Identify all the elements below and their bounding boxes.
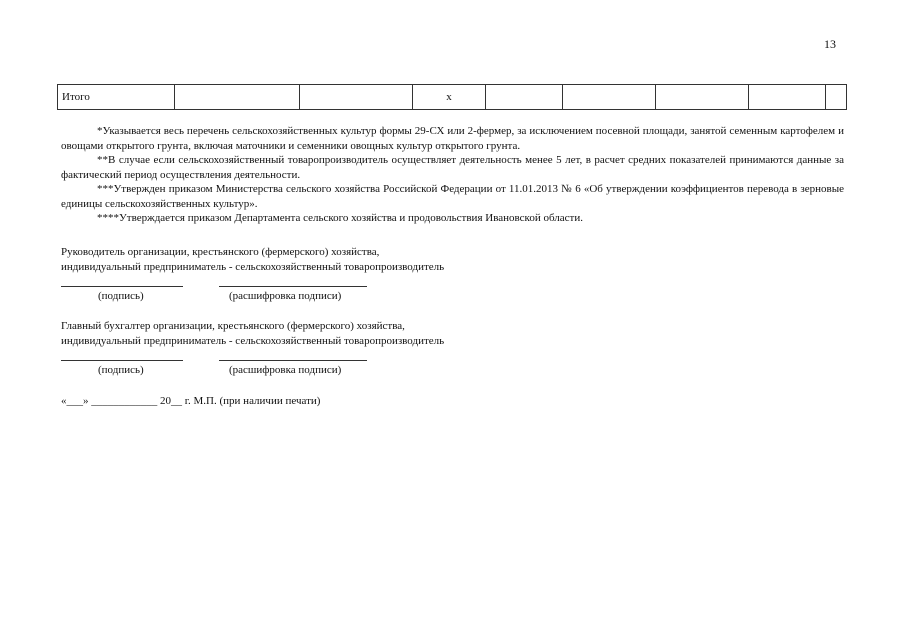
date-stamp-line: «___» ____________ 20__ г. М.П. (при наличии печати) bbox=[61, 395, 321, 407]
table-cell bbox=[749, 85, 826, 110]
summary-table bbox=[57, 84, 847, 110]
table-cell bbox=[826, 85, 847, 110]
footnote-3: ***Утвержден приказом Министерства сельского хозяйства Российской Федерации от 11.01.2013 № 6 «Об утверждении коэффициентов перевода в зерновые единицы сельскохозяйственных культур». bbox=[61, 183, 844, 210]
head-signature-title bbox=[61, 245, 541, 274]
head-signature-line bbox=[61, 286, 183, 287]
head-decoding-caption: (расшифровка подписи) bbox=[229, 290, 342, 302]
accountant-signature-caption: (подпись) bbox=[98, 364, 144, 376]
head-signature-caption: (подпись) bbox=[98, 290, 144, 302]
footnote-2: **В случае если сельскохозяйственный товаропроизводитель осуществляет деятельность менее 5 лет, в расчет средних показателей принимаются данные за фактический период осуществления деятельности. bbox=[61, 154, 844, 181]
footnotes bbox=[61, 124, 844, 226]
table-cell bbox=[563, 85, 656, 110]
accountant-signature-line bbox=[61, 360, 183, 361]
accountant-decoding-caption: (расшифровка подписи) bbox=[229, 364, 342, 376]
footnote-1: *Указывается весь перечень сельскохозяйственных культур формы 29-СХ или 2-фермер, за исключением посевной площади, занятой семенным картофелем и овощами открытого грунта, включая маточники и семенники овощных культур открытого грунта. bbox=[61, 125, 844, 152]
accountant-title-line-1: Главный бухгалтер организации, крестьянского (фермерского) хозяйства, bbox=[61, 320, 405, 332]
table-cell: x bbox=[413, 85, 486, 110]
head-decoding-line bbox=[219, 286, 367, 287]
page-number: 13 bbox=[824, 37, 836, 51]
accountant-signature-title bbox=[61, 319, 541, 348]
table-cell bbox=[486, 85, 563, 110]
table-cell bbox=[656, 85, 749, 110]
accountant-decoding-line bbox=[219, 360, 367, 361]
accountant-title-line-2: индивидуальный предприниматель - сельскохозяйственный товаропроизводитель bbox=[61, 334, 445, 347]
table-cell bbox=[300, 85, 413, 110]
head-title-line-1: Руководитель организации, крестьянского (фермерского) хозяйства, bbox=[61, 246, 380, 258]
table-cell bbox=[175, 85, 300, 110]
table-row-total bbox=[58, 85, 847, 110]
footnote-4: ****Утверждается приказом Департамента сельского хозяйства и продовольствия Ивановской области. bbox=[97, 212, 583, 224]
table-cell: Итого bbox=[58, 85, 175, 110]
head-title-line-2: индивидуальный предприниматель - сельскохозяйственный товаропроизводитель bbox=[61, 260, 445, 273]
